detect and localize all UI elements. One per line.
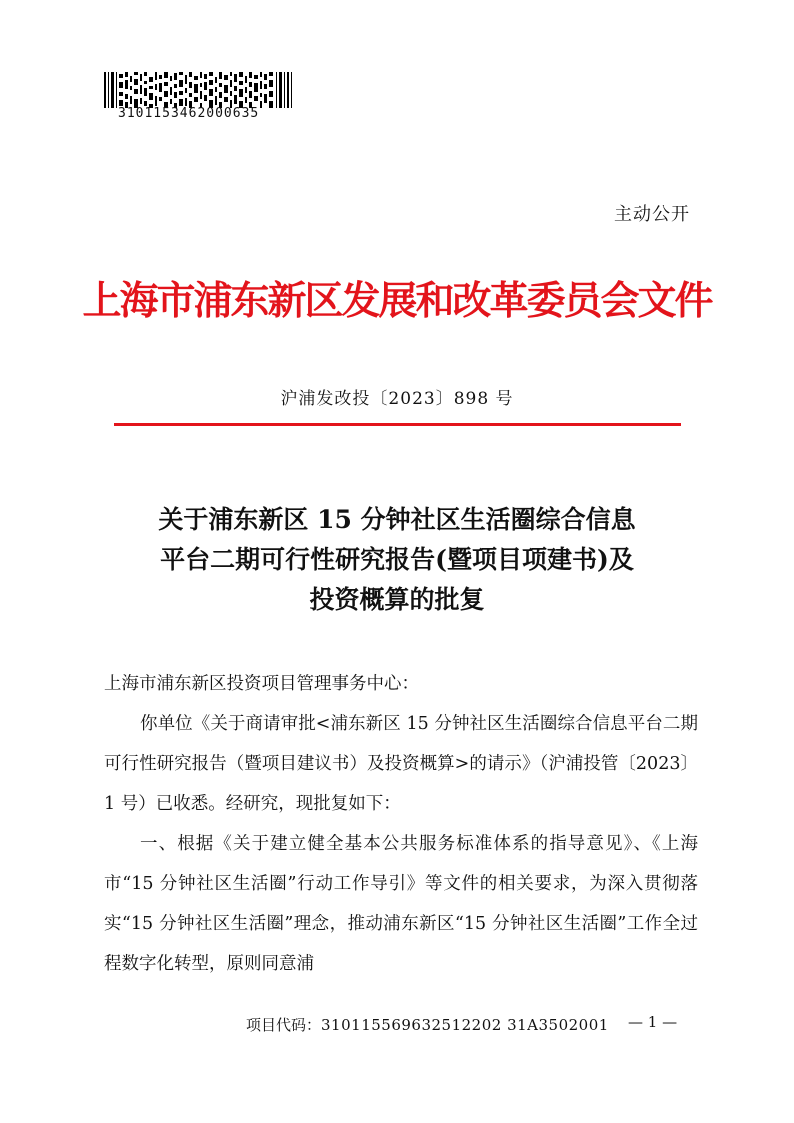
project-code: [246, 1014, 609, 1035]
document-number: 沪浦发改投〔2023〕898 号: [280, 389, 514, 409]
barcode: [104, 72, 294, 108]
document-title: [100, 500, 694, 620]
red-divider-line: [114, 423, 681, 426]
project-code-value: 310115569632512202 31A3502001: [321, 1016, 609, 1034]
paragraph-1: 你单位《关于商请审批<浦东新区 15 分钟社区生活圈综合信息平台二期可行性研究报告（暨项目建议书）及投资概算>的请示》（沪浦投管〔2023〕1 号）已收悉。经研究，现批复如下：: [104, 714, 698, 814]
project-code-label: 项目代码：: [246, 1016, 322, 1034]
title-line-2: 平台二期可行性研究报告(暨项目项建书)及: [160, 545, 634, 574]
page-number: — 1 —: [628, 1013, 678, 1031]
barcode-number: 3101153462000635: [118, 106, 260, 121]
issuer-heading: 上海市浦东新区发展和改革委员会文件: [82, 278, 712, 324]
document-body: [104, 664, 698, 984]
title-line-1: 关于浦东新区 15 分钟社区生活圈综合信息: [158, 505, 636, 534]
title-line-3: 投资概算的批复: [309, 585, 485, 614]
paragraph-2: 一、根据《关于建立健全基本公共服务标准体系的指导意见》、《上海市“15 分钟社区生活圈”行动工作导引》等文件的相关要求，为深入贯彻落实“15 分钟社区生活圈”理念，推动浦东新区“15 分钟社区生活圈”工作全过程数字化转型，原则同意浦: [104, 834, 698, 974]
disclosure-label: 主动公开: [614, 204, 690, 225]
addressee: 上海市浦东新区投资项目管理事务中心：: [104, 674, 419, 694]
